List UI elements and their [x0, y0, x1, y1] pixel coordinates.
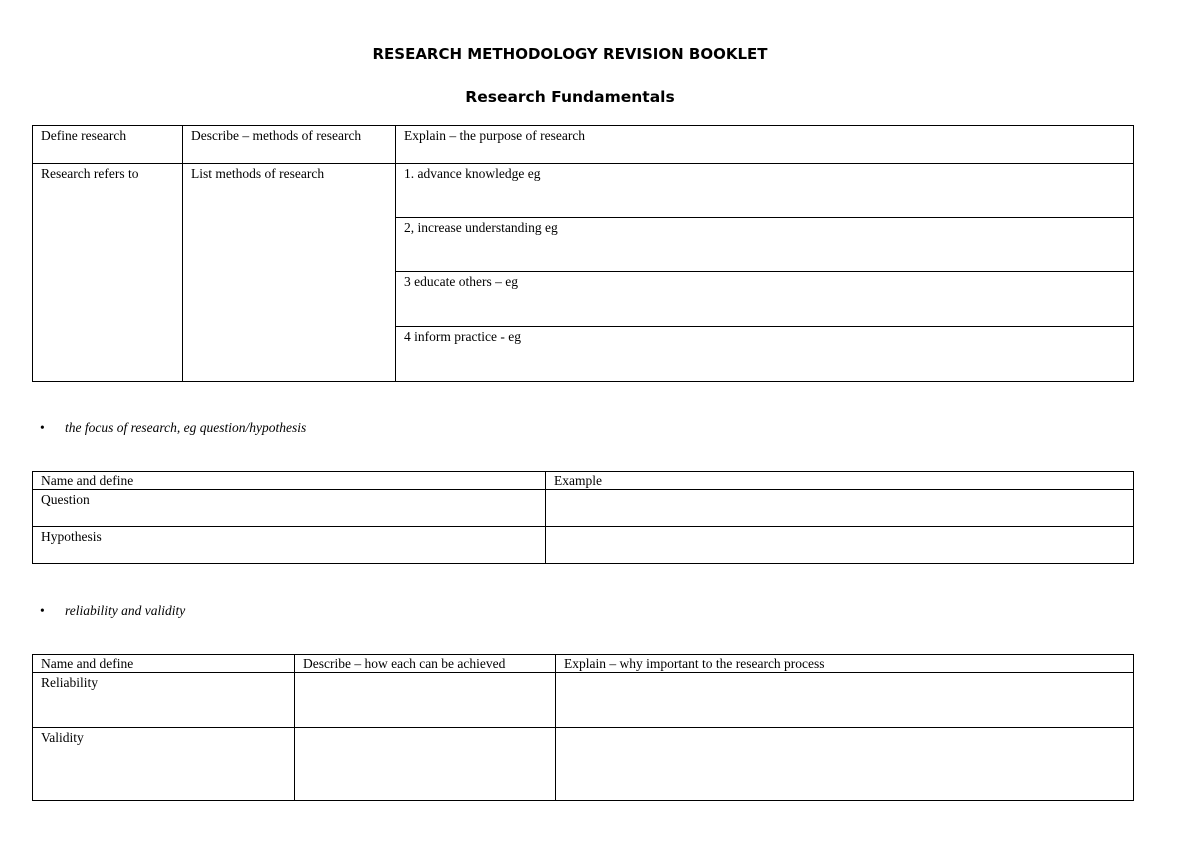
list-methods-cell: List methods of research: [183, 164, 396, 382]
bullet-text: the focus of research, eg question/hypothesis: [65, 420, 307, 435]
purpose-cell: 2, increase understanding eg: [396, 218, 1134, 272]
table-row: [33, 164, 1134, 218]
reliability-cell: Reliability: [33, 673, 295, 728]
table-row: [33, 527, 1134, 564]
document-title: RESEARCH METHODOLOGY REVISION BOOKLET: [372, 45, 768, 63]
header-describe-methods: Describe – methods of research: [183, 126, 396, 164]
bullet-reliability: [40, 603, 185, 619]
reliability-validity-table: [32, 654, 1134, 801]
header-example: Example: [546, 472, 1134, 490]
table-row: [33, 673, 1134, 728]
research-refers-to-cell: Research refers to: [33, 164, 183, 382]
research-fundamentals-table: [32, 125, 1134, 382]
validity-cell: Validity: [33, 728, 295, 801]
header-explain-purpose: Explain – the purpose of research: [396, 126, 1134, 164]
bullet-focus: [40, 420, 306, 436]
example-cell: [546, 490, 1134, 527]
table-row: [33, 490, 1134, 527]
table-row: [33, 728, 1134, 801]
describe-cell: [295, 673, 556, 728]
table-header-row: [33, 472, 1134, 490]
explain-cell: [556, 728, 1134, 801]
header-explain-important: Explain – why important to the research process: [556, 655, 1134, 673]
purpose-cell: 4 inform practice - eg: [396, 327, 1134, 382]
bullet-icon: •: [40, 420, 45, 435]
header-define-research: Define research: [33, 126, 183, 164]
table-header-row: [33, 126, 1134, 164]
purpose-cell: 1. advance knowledge eg: [396, 164, 1134, 218]
section-heading: Research Fundamentals: [465, 88, 675, 106]
explain-cell: [556, 673, 1134, 728]
header-name-define: Name and define: [33, 472, 546, 490]
describe-cell: [295, 728, 556, 801]
header-describe-achieved: Describe – how each can be achieved: [295, 655, 556, 673]
example-cell: [546, 527, 1134, 564]
question-cell: Question: [33, 490, 546, 527]
purpose-cell: 3 educate others – eg: [396, 272, 1134, 327]
bullet-icon: •: [40, 603, 45, 618]
focus-of-research-table: [32, 471, 1134, 564]
hypothesis-cell: Hypothesis: [33, 527, 546, 564]
header-name-define: Name and define: [33, 655, 295, 673]
table-header-row: [33, 655, 1134, 673]
bullet-text: reliability and validity: [65, 603, 186, 618]
